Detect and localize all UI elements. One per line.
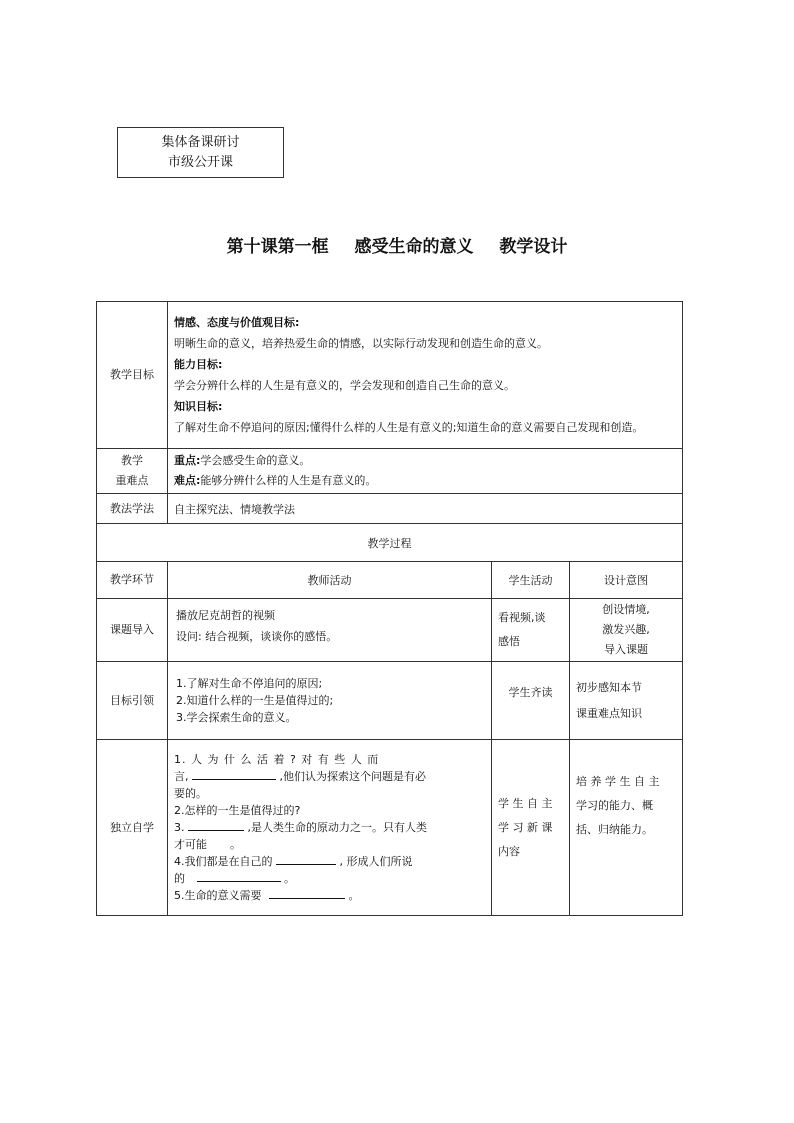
blank-1[interactable] (192, 768, 276, 780)
self-study-student-line-3: 内容 (498, 844, 520, 858)
question-3-suffix: ,是人类生命的原动力之一。只有人类 (247, 821, 427, 834)
keypoints-label-line-1: 教学 (121, 454, 143, 467)
intro-student (492, 599, 570, 662)
col-intent-header: 设计意图 (570, 562, 683, 599)
key-point (174, 451, 676, 471)
methods-label: 教法学法 (97, 494, 168, 524)
self-study-intent-line-3: 括、归纳能力。 (576, 823, 653, 836)
column-header-row (97, 562, 683, 599)
goal-guide-stage: 目标引领 (97, 662, 168, 740)
lesson-plan-table (96, 301, 683, 916)
self-study-student-line-2: 学 习 新 课 (498, 820, 553, 834)
page-title (0, 232, 794, 257)
question-1-line-2 (174, 768, 485, 785)
self-study-student (492, 740, 570, 916)
question-5-prefix: 5.生命的意义需要 (174, 889, 262, 902)
question-1-suffix: ,他们认为探索这个问题是有必 (279, 770, 426, 783)
badge-line-1: 集体备课研讨 (161, 135, 240, 150)
intro-student-line-2: 感悟 (498, 635, 520, 648)
goal-guide-student: 学生齐读 (492, 662, 570, 740)
intro-teacher-line-1: 播放尼克胡哲的视频 (176, 609, 275, 622)
intro-teacher (168, 599, 492, 662)
blank-4a[interactable] (276, 853, 336, 865)
badge-box (117, 127, 284, 178)
question-4-end: 。 (284, 872, 295, 885)
key-point-text: 学会感受生命的意义。 (200, 454, 311, 467)
self-study-teacher (168, 740, 492, 916)
keypoints-row (97, 449, 683, 494)
intro-student-line-1: 看视频,谈 (498, 611, 546, 624)
knowledge-heading: 知识目标: (174, 400, 223, 413)
self-study-intent (570, 740, 683, 916)
intro-intent-line-3: 导入课题 (604, 643, 649, 656)
question-1-prefix: 言, (174, 770, 189, 783)
question-3-line-2 (174, 836, 485, 853)
knowledge-text: 了解对生命不停追问的原因;懂得什么样的人生是有意义的;知道生命的意义需要自己发现和创造。 (174, 421, 644, 434)
keypoints-label (97, 449, 168, 494)
blank-5[interactable] (269, 887, 345, 899)
title-lesson: 第十课第一框 (226, 237, 329, 257)
keypoints-label-line-2: 重难点 (115, 474, 149, 487)
question-4-line-1 (174, 853, 485, 870)
difficult-point-label: 难点: (174, 474, 201, 487)
intro-intent-line-2: 激发兴趣, (602, 623, 650, 636)
badge-line-2: 市级公开课 (167, 155, 233, 170)
intro-teacher-line-2: 设问: 结合视频，谈谈你的感悟。 (176, 630, 338, 643)
goal-guide-item-3: 3.学会探索生命的意义。 (176, 711, 297, 724)
self-study-intent-line-2: 学习的能力、概 (576, 799, 653, 812)
emotion-heading: 情感、态度与价值观目标: (174, 316, 300, 329)
ability-text: 学会分辨什么样的人生是有意义的，学会发现和创造自己生命的意义。 (174, 379, 515, 392)
goals-row (97, 302, 683, 449)
goal-guide-row (97, 662, 683, 740)
intro-row (97, 599, 683, 662)
question-3-line-1 (174, 819, 485, 836)
question-3-end: 。 (230, 838, 241, 851)
goal-guide-intent-line-1: 初步感知本节 (576, 680, 642, 694)
methods-row (97, 494, 683, 524)
question-3-cont: 才可能 (174, 838, 207, 851)
question-1-line-3: 要的。 (174, 787, 207, 800)
difficult-point-text: 能够分辨什么样的人生是有意义的。 (200, 474, 377, 487)
process-header-row (97, 524, 683, 562)
question-5 (174, 887, 485, 904)
goal-guide-item-1: 1.了解对生命不停追问的原因; (176, 677, 323, 690)
col-student-header: 学生活动 (492, 562, 570, 599)
self-study-row (97, 740, 683, 916)
difficult-point (174, 471, 676, 491)
self-study-student-line-1: 学 生 自 主 (498, 796, 553, 810)
goal-guide-item-2: 2.知道什么样的一生是值得过的; (176, 694, 334, 707)
col-stage-header: 教学环节 (97, 562, 168, 599)
emotion-text: 明晰生命的意义，培养热爱生命的情感，以实际行动发现和创造生命的意义。 (174, 337, 548, 350)
question-2: 2.怎样的一生是值得过的? (174, 804, 301, 817)
goals-label: 教学目标 (97, 302, 168, 449)
keypoints-content (168, 449, 683, 494)
self-study-intent-line-1: 培 养 学 生 自 主 (576, 775, 660, 788)
key-point-label: 重点: (174, 454, 201, 467)
intro-intent-line-1: 创设情境, (602, 603, 650, 616)
title-design: 教学设计 (499, 237, 568, 257)
intro-stage: 课题导入 (97, 599, 168, 662)
question-5-end: 。 (348, 889, 360, 902)
blank-4b[interactable] (197, 870, 281, 882)
goal-guide-teacher (168, 662, 492, 740)
title-topic: 感受生命的意义 (354, 237, 474, 257)
question-4-prefix: 4.我们都是在自己的 (174, 855, 273, 868)
question-4-cont: 的 (174, 872, 185, 885)
blank-3[interactable] (188, 819, 244, 831)
question-4-suffix: , 形成人们所说 (339, 855, 413, 868)
goals-content (168, 302, 683, 449)
col-teacher-header: 教师活动 (168, 562, 492, 599)
process-header: 教学过程 (97, 524, 683, 562)
question-3-prefix: 3. (174, 821, 185, 834)
methods-text: 自主探究法、情境教学法 (168, 494, 683, 524)
goal-guide-intent (570, 662, 683, 740)
ability-heading: 能力目标: (174, 358, 223, 371)
intro-intent (570, 599, 683, 662)
question-4-line-2 (174, 870, 485, 887)
goal-guide-intent-line-2: 课重难点知识 (576, 706, 642, 720)
self-study-stage: 独立自学 (97, 740, 168, 916)
question-1-line-1: 1. 人 为 什 么 活 着 ? 对 有 些 人 而 (174, 753, 380, 766)
